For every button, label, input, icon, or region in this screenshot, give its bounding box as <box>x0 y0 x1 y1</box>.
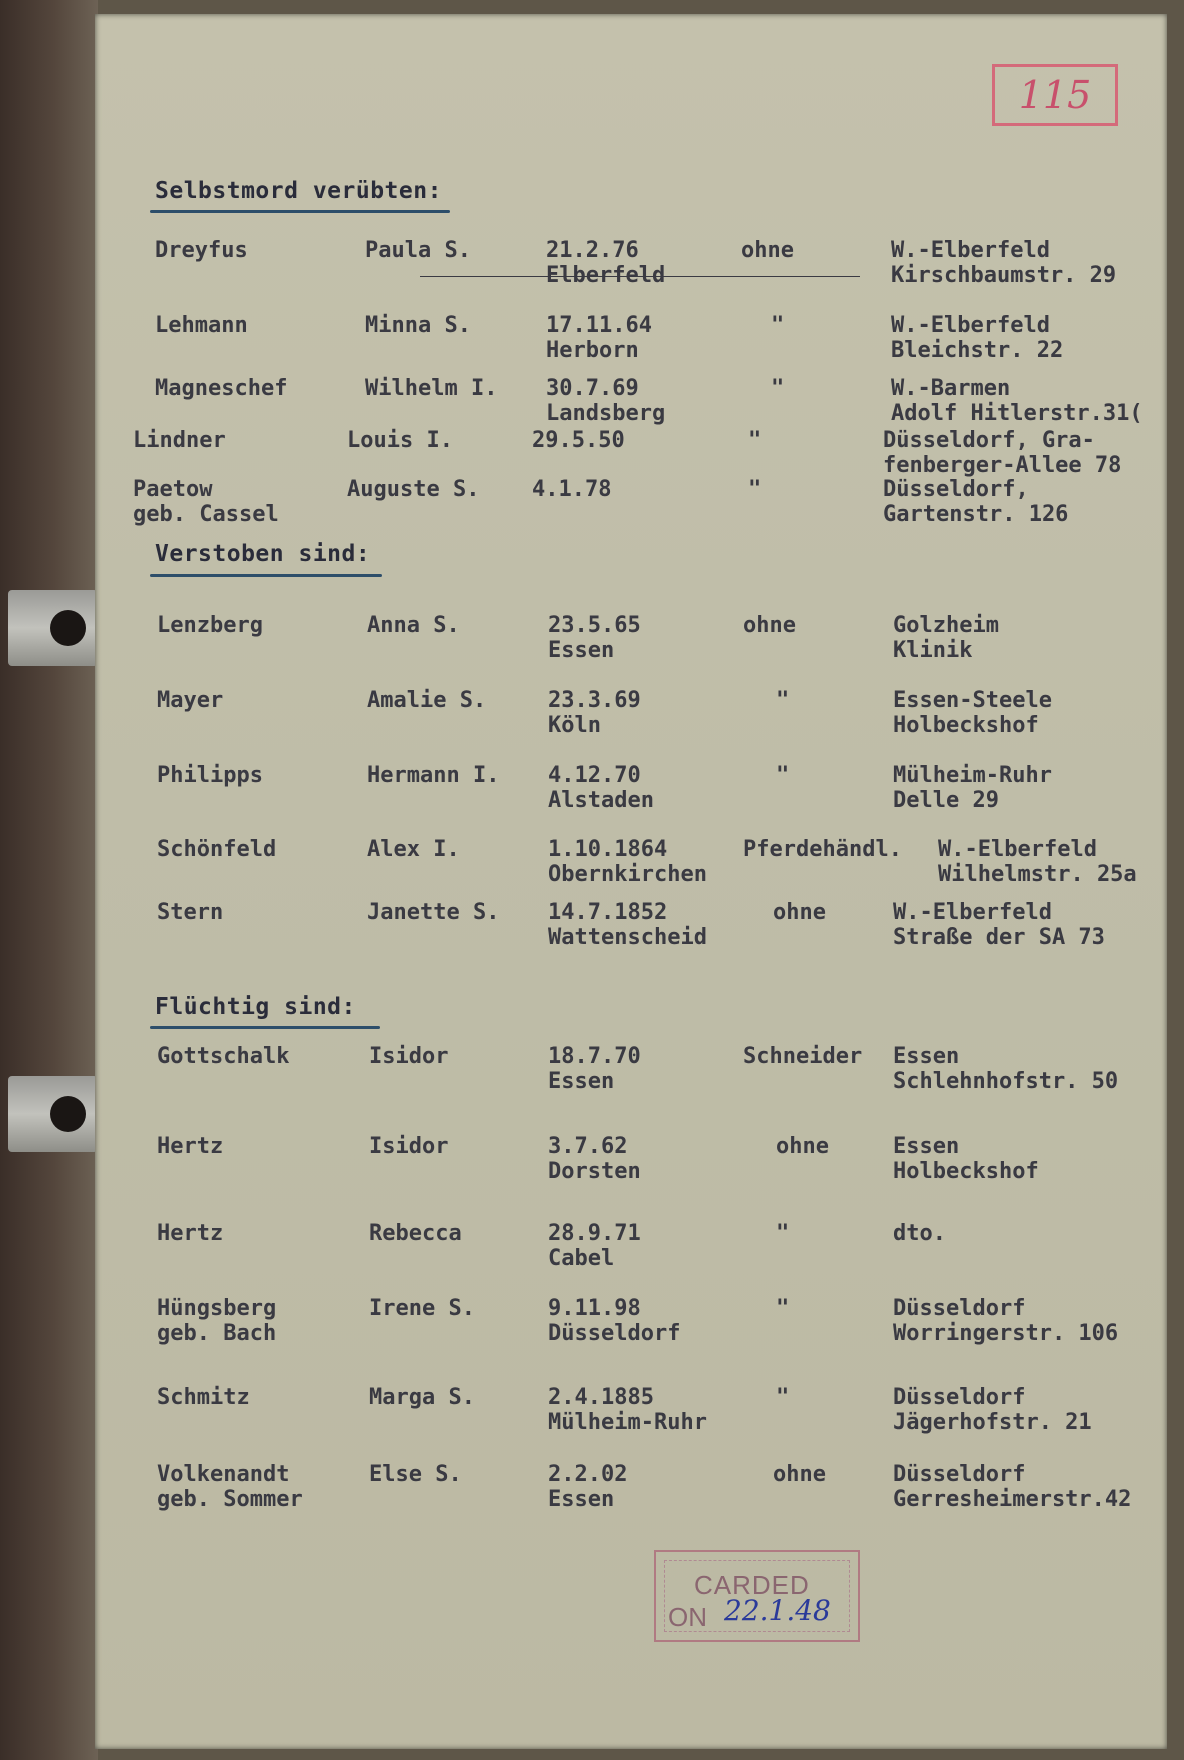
address-line-2: Delle 29 <box>893 788 999 813</box>
surname: Lindner <box>133 428 226 453</box>
occupation: ohne <box>776 1134 829 1159</box>
birth-date: 21.2.76 <box>546 238 639 263</box>
address-line-1: Düsseldorf, Gra- <box>883 428 1095 453</box>
address-line-1: W.-Elberfeld <box>938 837 1097 862</box>
surname: Paetow <box>133 477 213 502</box>
birth-date: 3.7.62 <box>548 1134 628 1159</box>
surname: Lehmann <box>155 313 248 338</box>
birth-date: 2.4.1885 <box>548 1385 654 1410</box>
birth-date: 9.11.98 <box>548 1296 641 1321</box>
heading-underline <box>150 1026 380 1029</box>
birthplace: Köln <box>548 713 601 738</box>
given-name: Anna S. <box>367 613 460 638</box>
surname: Gottschalk <box>157 1044 290 1069</box>
occupation: Pferdehändl. <box>743 837 902 862</box>
occupation: " <box>748 477 762 502</box>
binder-clip-top <box>8 590 98 666</box>
occupation: ohne <box>743 613 796 638</box>
address-line-2: Holbeckshof <box>893 1159 1039 1184</box>
occupation: " <box>771 313 785 338</box>
occupation: " <box>776 763 790 788</box>
surname: Hertz <box>157 1221 224 1246</box>
punch-hole <box>50 1096 86 1132</box>
address-line-1: Düsseldorf <box>893 1296 1026 1321</box>
occupation: " <box>771 376 785 401</box>
occupation: " <box>776 1296 790 1321</box>
occupation: " <box>776 1385 790 1410</box>
birth-date: 23.3.69 <box>548 688 641 713</box>
carded-stamp <box>654 1550 860 1642</box>
maiden-name: geb. Cassel <box>133 502 279 527</box>
birth-date: 1.10.1864 <box>548 837 668 862</box>
occupation: Schneider <box>743 1044 863 1069</box>
given-name: Amalie S. <box>367 688 487 713</box>
address-line-2: Gerresheimerstr.42 <box>893 1487 1132 1512</box>
birth-date: 28.9.71 <box>548 1221 641 1246</box>
birth-date: 23.5.65 <box>548 613 641 638</box>
address-line-1: Düsseldorf <box>893 1385 1026 1410</box>
carded-stamp-on: ON <box>668 1602 707 1632</box>
address-line-2: Holbeckshof <box>893 713 1039 738</box>
given-name: Marga S. <box>369 1385 475 1410</box>
given-name: Else S. <box>369 1462 462 1487</box>
binder-strip <box>0 0 98 1760</box>
birthplace: Dorsten <box>548 1159 641 1184</box>
given-name: Alex I. <box>367 837 460 862</box>
address-line-1: Düsseldorf <box>893 1462 1026 1487</box>
birthplace: Düsseldorf <box>548 1321 681 1346</box>
birthplace: Landsberg <box>546 401 666 426</box>
address-line-1: Golzheim <box>893 613 999 638</box>
birth-date: 29.5.50 <box>532 428 625 453</box>
surname: Mayer <box>157 688 224 713</box>
given-name: Hermann I. <box>367 763 500 788</box>
surname: Stern <box>157 900 224 925</box>
address-line-1: W.-Elberfeld <box>893 900 1052 925</box>
given-name: Isidor <box>369 1134 449 1159</box>
address-line-1: W.-Barmen <box>891 376 1011 401</box>
occupation: " <box>776 1221 790 1246</box>
surname: Volkenandt <box>157 1462 290 1487</box>
birthplace: Wattenscheid <box>548 925 707 950</box>
birth-date: 30.7.69 <box>546 376 639 401</box>
birthplace: Alstaden <box>548 788 654 813</box>
birthplace: Essen <box>548 1069 615 1094</box>
birth-date: 18.7.70 <box>548 1044 641 1069</box>
occupation: ohne <box>741 238 794 263</box>
address-line-1: Essen <box>893 1044 960 1069</box>
given-name: Irene S. <box>369 1296 475 1321</box>
address-line-2: Kirschbaumstr. 29 <box>891 263 1117 288</box>
birthplace: Cabel <box>548 1246 615 1271</box>
occupation: " <box>748 428 762 453</box>
address-line-2: Straße der SA 73 <box>893 925 1105 950</box>
surname: Hertz <box>157 1134 224 1159</box>
carded-stamp-label: CARDED <box>694 1570 810 1600</box>
surname: Schönfeld <box>157 837 277 862</box>
given-name: Paula S. <box>365 238 471 263</box>
given-name: Louis I. <box>347 428 453 453</box>
surname: Lenzberg <box>157 613 263 638</box>
surname: Schmitz <box>157 1385 250 1410</box>
occupation: ohne <box>773 1462 826 1487</box>
address-line-2: Jägerhofstr. 21 <box>893 1410 1092 1435</box>
birth-date: 2.2.02 <box>548 1462 628 1487</box>
birthplace: Herborn <box>546 338 639 363</box>
address-line-2: Gartenstr. 126 <box>883 502 1069 527</box>
address-line-1: Essen <box>893 1134 960 1159</box>
heading-underline <box>150 574 382 577</box>
address-line-1: dto. <box>893 1221 946 1246</box>
surname: Philipps <box>157 763 263 788</box>
birthplace: Obernkirchen <box>548 862 707 887</box>
maiden-name: geb. Sommer <box>157 1487 303 1512</box>
birth-date: 4.1.78 <box>532 477 612 502</box>
birthplace: Essen <box>548 638 615 663</box>
address-line-2: Klinik <box>893 638 973 663</box>
surname: Magneschef <box>155 376 288 401</box>
given-name: Isidor <box>369 1044 449 1069</box>
section-heading-fled: Flüchtig sind: <box>155 994 356 1020</box>
occupation: ohne <box>773 900 826 925</box>
address-line-1: W.-Elberfeld <box>891 238 1050 263</box>
address-line-1: Mülheim-Ruhr <box>893 763 1052 788</box>
address-line-2: Bleichstr. 22 <box>891 338 1064 363</box>
address-line-2: Wilhelmstr. 25a <box>938 862 1137 887</box>
given-name: Auguste S. <box>347 477 480 502</box>
birthplace: Mülheim-Ruhr <box>548 1410 707 1435</box>
given-name: Janette S. <box>367 900 500 925</box>
address-line-1: W.-Elberfeld <box>891 313 1050 338</box>
birth-date: 4.12.70 <box>548 763 641 788</box>
birthplace: Elberfeld <box>546 263 666 288</box>
maiden-name: geb. Bach <box>157 1321 277 1346</box>
address-line-2: Adolf Hitlerstr.31( <box>891 401 1143 426</box>
address-line-2: Worringerstr. 106 <box>893 1321 1119 1346</box>
birthplace: Essen <box>548 1487 615 1512</box>
punch-hole <box>50 610 86 646</box>
birth-date: 14.7.1852 <box>548 900 668 925</box>
section-heading-suicide: Selbstmord verübten: <box>155 178 442 204</box>
address-line-2: Schlehnhofstr. 50 <box>893 1069 1119 1094</box>
address-line-1: Essen-Steele <box>893 688 1052 713</box>
surname: Hüngsberg <box>157 1296 277 1321</box>
address-line-1: Düsseldorf, <box>883 477 1029 502</box>
given-name: Minna S. <box>365 313 471 338</box>
binder-clip-bottom <box>8 1076 98 1152</box>
heading-underline <box>150 210 450 213</box>
surname: Dreyfus <box>155 238 248 263</box>
carded-stamp-date: 22.1.48 <box>724 1594 831 1627</box>
occupation: " <box>776 688 790 713</box>
page-number-stamp: 115 <box>992 64 1118 126</box>
section-heading-deceased: Verstoben sind: <box>155 541 371 567</box>
birth-date: 17.11.64 <box>546 313 652 338</box>
given-name: Rebecca <box>369 1221 462 1246</box>
given-name: Wilhelm I. <box>365 376 498 401</box>
address-line-2: fenberger-Allee 78 <box>883 453 1122 478</box>
